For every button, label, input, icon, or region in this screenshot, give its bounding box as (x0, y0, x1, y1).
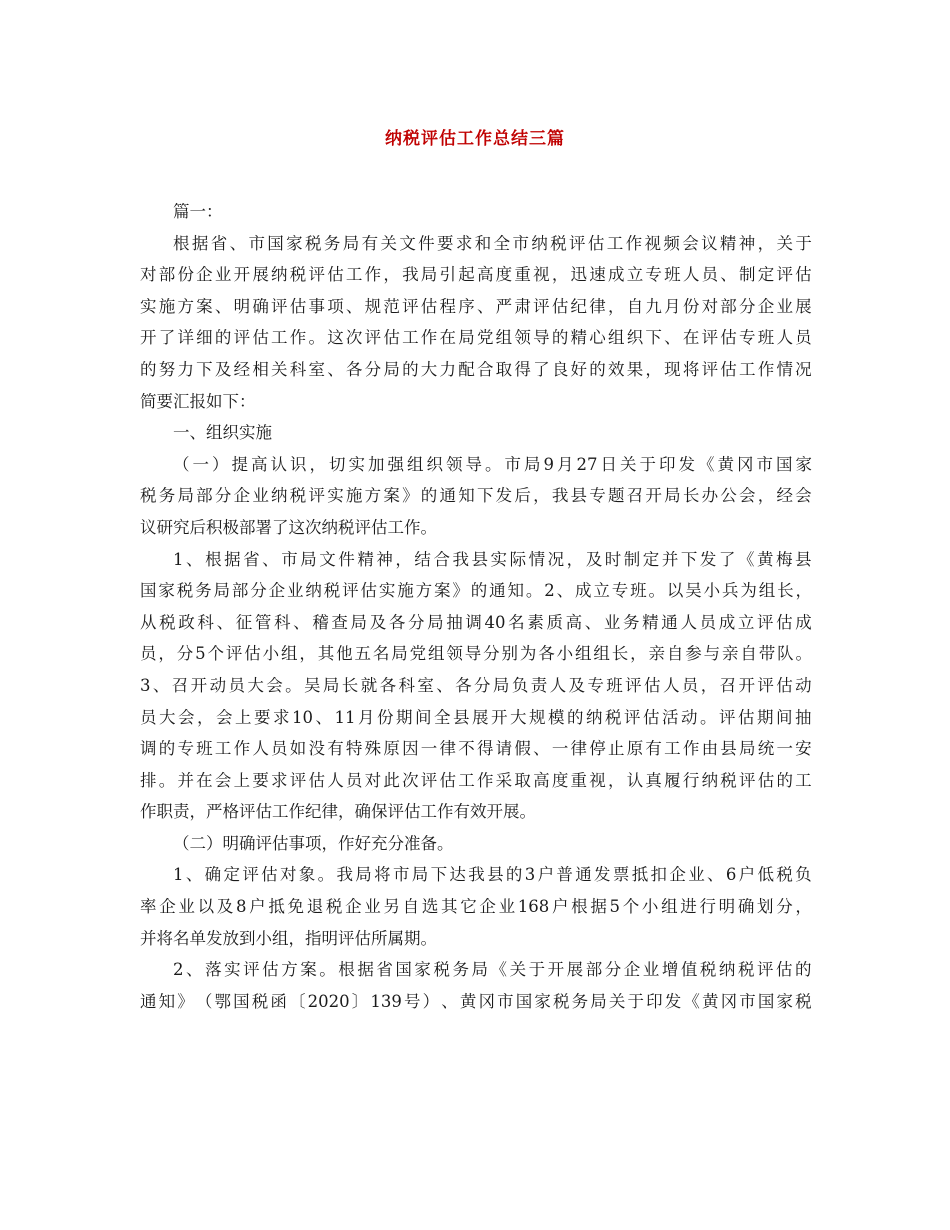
text-line: 篇一： (173, 202, 223, 221)
text-line: 实 施 方 案 、 明 确 评 估 事 项 、 规 范 评 估 程 序 、 严 肃 评 估 纪 律 ， 自 九 月 份 对 部 分 企 业 展 (140, 296, 812, 316)
text-line: 排 。 并 在 会 上 要 求 评 估 人 员 对 此 次 评 估 工 作 采 取 高 度 重 视 ， 认 真 履 行 纳 税 评 估 的 工 (140, 770, 812, 790)
text-line: 员 大 会 ， 会 上 要 求 10 、 11 月 份 期 间 全 县 展 开 大 规 模 的 纳 税 评 估 活 动 。 评 估 期 间 抽 (140, 707, 812, 727)
text-line: 2 、 落 实 评 估 方 案 。 根 据 省 国 家 税 务 局 《 关 于 开 展 部 分 企 业 增 值 税 纳 税 评 估 的 (173, 960, 812, 980)
text-line: 1 、 根 据 省 、 市 局 文 件 精 神 ， 结 合 我 县 实 际 情 况 ， 及 时 制 定 并 下 发 了 《 黄 梅 县 (173, 549, 812, 569)
text-line: 3 、 召 开 动 员 大 会 。 吴 局 长 就 各 科 室 、 各 分 局 负 责 人 及 专 班 评 估 人 员 ， 召 开 评 估 动 (140, 675, 812, 695)
text-line: （ 一 ） 提 高 认 识 ， 切 实 加 强 组 织 领 导 。 市 局 9 月 27 日 关 于 印 发 《 黄 冈 市 国 家 (173, 454, 812, 474)
text-line: 员 ， 分 5 个 评 估 小 组 ， 其 他 五 名 局 党 组 领 导 分 别 为 各 小 组 组 长 ， 亲 自 参 与 亲 自 带 队 。 (140, 644, 812, 664)
text-line: 并将名单发放到小组，指明评估所属期。 (140, 928, 437, 948)
text-line: 简要汇报如下： (140, 391, 256, 411)
text-line: 率 企 业 以 及 8 户 抵 免 退 税 企 业 另 自 选 其 它 企 业 168 户 根 据 5 个 小 组 进 行 明 确 划 分 ， (140, 897, 812, 917)
text-line: 1 、 确 定 评 估 对 象 。 我 局 将 市 局 下 达 我 县 的 3 户 普 通 发 票 抵 扣 企 业 、 6 户 低 税 负 (173, 865, 812, 885)
text-line: 议研究后积极部署了这次纳税评估工作。 (140, 517, 437, 537)
text-line: 的 努 力 下 及 经 相 关 科 室 、 各 分 局 的 大 力 配 合 取 得 了 良 好 的 效 果 ， 现 将 评 估 工 作 情 况 (140, 359, 812, 379)
text-line: 对 部 份 企 业 开 展 纳 税 评 估 工 作 ， 我 局 引 起 高 度 重 视 ， 迅 速 成 立 专 班 人 员 、 制 定 评 估 (140, 265, 812, 285)
text-line: 调 的 专 班 工 作 人 员 如 没 有 特 殊 原 因 一 律 不 得 请 假 、 一 律 停 止 原 有 工 作 由 县 局 统 一 安 (140, 739, 812, 759)
text-line: 税 务 局 部 分 企 业 纳 税 评 实 施 方 案 》 的 通 知 下 发 后 ， 我 县 专 题 召 开 局 长 办 公 会 ， 经 会 (140, 486, 812, 506)
text-line: 国 家 税 务 局 部 分 企 业 纳 税 评 估 实 施 方 案 》 的 通 知 。 2 、 成 立 专 班 。 以 吴 小 兵 为 组 长 ， (140, 581, 812, 601)
text-line: 通 知 》 （ 鄂 国 税 函 〔 2020 〕 139 号 ） 、 黄 冈 市 国 家 税 务 局 关 于 印 发 《 黄 冈 市 国 家 税 (140, 991, 812, 1011)
text-line: （二）明确评估事项，作好充分准备。 (173, 833, 454, 853)
text-line: 一、组织实施 (173, 423, 272, 443)
document-body (140, 196, 812, 1017)
document-title: 纳税评估工作总结三篇 (385, 129, 565, 149)
text-line: 开 了 详 细 的 评 估 工 作 。 这 次 评 估 工 作 在 局 党 组 领 导 的 精 心 组 织 下 、 在 评 估 专 班 人 员 (140, 328, 812, 348)
text-line: 作职责，严格评估工作纪律，确保评估工作有效开展。 (140, 802, 536, 822)
text-line: 从 税 政 科 、 征 管 科 、 稽 查 局 及 各 分 局 抽 调 40 名 素 质 高 、 业 务 精 通 人 员 成 立 评 估 成 (140, 612, 812, 632)
text-line: 根 据 省 、 市 国 家 税 务 局 有 关 文 件 要 求 和 全 市 纳 税 评 估 工 作 视 频 会 议 精 神 ， 关 于 (173, 233, 812, 253)
